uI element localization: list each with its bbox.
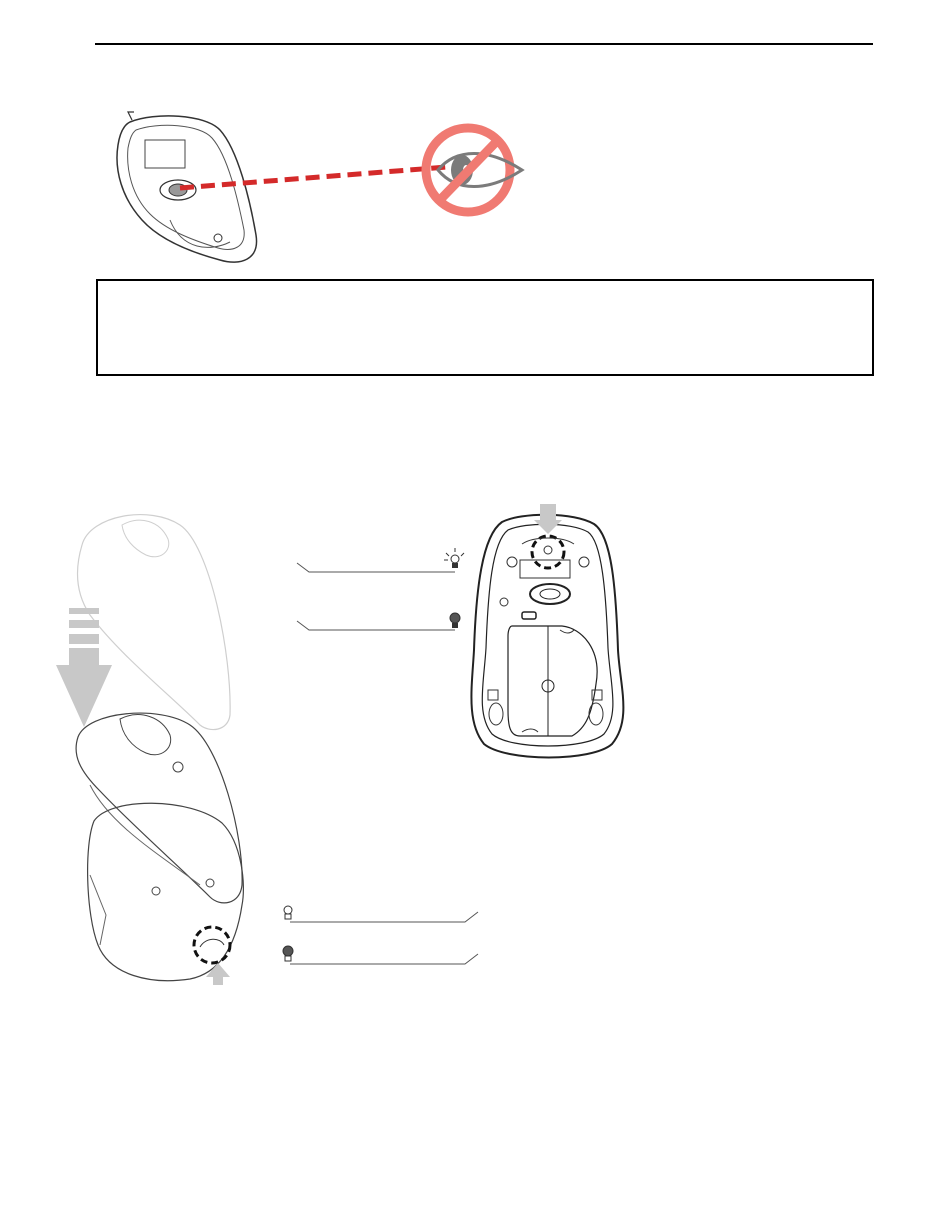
mouse-led-indicators — [295, 545, 470, 640]
top-rule — [95, 43, 873, 45]
cradle-led-indicators — [280, 900, 485, 970]
no-eye-exposure-icon — [418, 120, 528, 220]
mouse-bottom-battery-compartment-illustration — [462, 500, 632, 765]
warning-box — [96, 279, 874, 376]
mouse-docking-cradle-illustration — [50, 505, 250, 985]
